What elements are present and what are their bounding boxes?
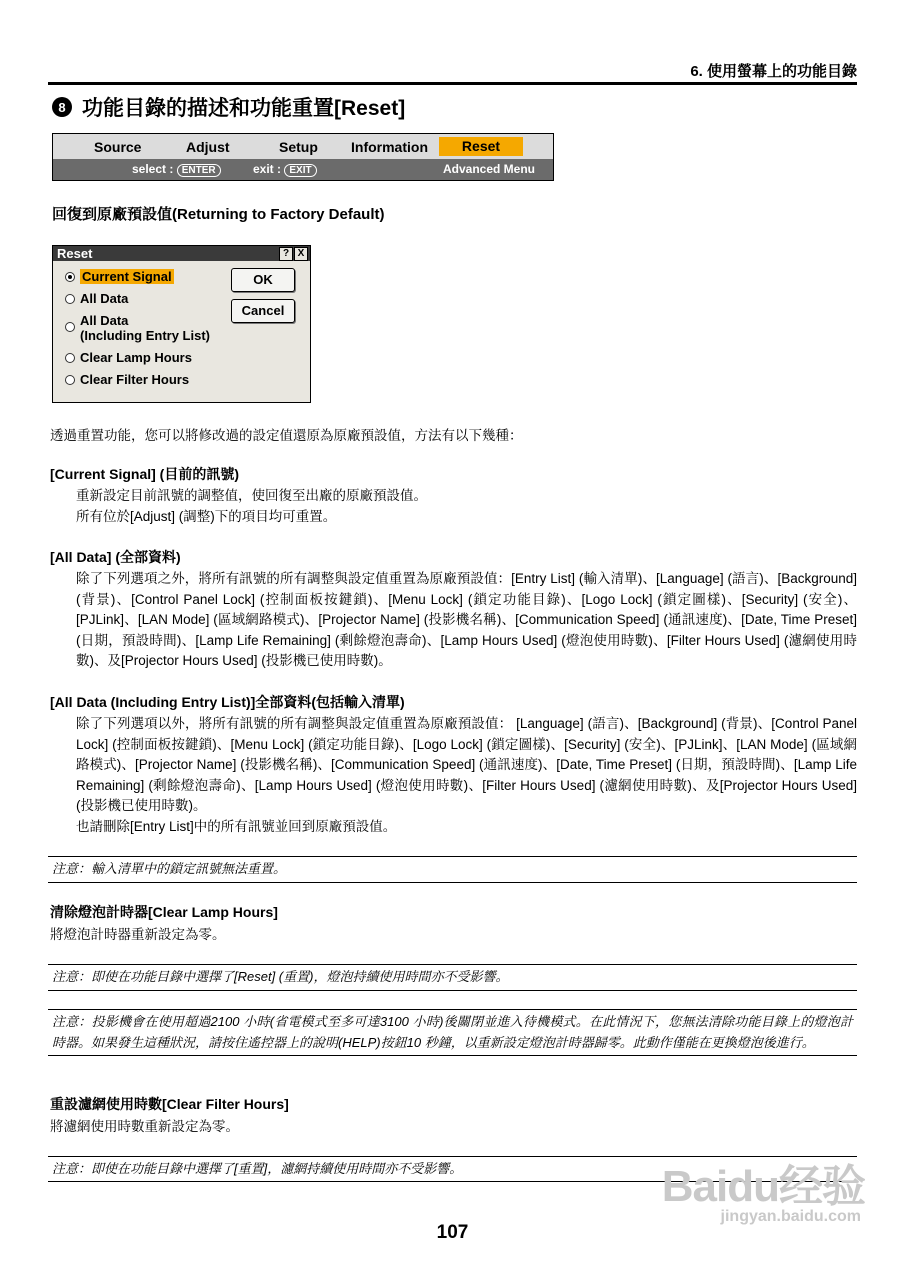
exit-hint xyxy=(253,162,317,176)
tab-setup[interactable]: Setup xyxy=(279,139,318,155)
note-filter-reset: 注意：即使在功能目錄中選擇了[重置]，濾網持續使用時間亦不受影響。 xyxy=(48,1156,857,1182)
all-data-entry-line2: 也請刪除[Entry List]中的所有訊號並回到原廠預設值。 xyxy=(76,819,397,834)
current-signal-heading: [Current Signal] (目前的訊號) xyxy=(50,466,239,482)
radio-icon[interactable] xyxy=(65,353,75,363)
enter-key-icon: ENTER xyxy=(177,164,221,177)
radio-selected-icon[interactable] xyxy=(65,272,75,282)
current-signal-line2: 所有位於[Adjust] (調整)下的項目均可重置。 xyxy=(76,509,337,524)
option-label: Clear Lamp Hours xyxy=(80,350,192,365)
option-clear-filter-hours[interactable] xyxy=(65,372,189,387)
subheading-factory-default: 回復到原廠預設值(Returning to Factory Default) xyxy=(52,206,385,223)
tab-reset[interactable]: Reset xyxy=(439,137,523,156)
option-label-line1: All Data xyxy=(80,313,129,328)
clear-filter-body: 將濾網使用時數重新設定為零。 xyxy=(50,1119,239,1134)
reset-dialog xyxy=(52,245,311,403)
tab-adjust[interactable]: Adjust xyxy=(186,139,230,155)
section-number-badge: 8 xyxy=(52,97,72,117)
menu-tabs xyxy=(53,134,553,159)
menu-bar xyxy=(52,133,554,181)
menu-hint-bar xyxy=(53,159,553,180)
option-all-data-entry-list[interactable] xyxy=(65,313,210,343)
tab-information[interactable]: Information xyxy=(351,139,428,155)
select-label: select : xyxy=(132,162,174,176)
option-current-signal[interactable] xyxy=(65,269,174,284)
all-data-entry-heading: [All Data (Including Entry List)]全部資料(包括輸入清單) xyxy=(50,694,405,710)
note-lamp-reset: 注意：即使在功能目錄中選擇了[Reset] (重置)，燈泡持續使用時間亦不受影響。 xyxy=(48,964,857,991)
clear-filter-heading: 重設濾網使用時數[Clear Filter Hours] xyxy=(50,1096,289,1112)
option-label xyxy=(80,313,210,343)
section-title xyxy=(52,92,405,122)
close-icon[interactable]: X xyxy=(294,247,308,261)
header-rule xyxy=(48,82,857,85)
dialog-title-bar xyxy=(53,246,310,261)
tab-source[interactable]: Source xyxy=(94,139,142,155)
exit-key-icon: EXIT xyxy=(284,164,316,177)
all-data-entry-body: 除了下列選項以外，將所有訊號的所有調整與設定值重置為原廠預設值： [Language] (語言)、[Background] (背景)、[Control Panel Lock] (控制面板按鍵鎖)、[Menu Lock] (鎖定功能目錄)、[Logo Lock] (鎖定圖樣)、[Security] (安全)、[PJLink]、[LAN Mode] (區域網路模式)、[Projector Name] (投影機名稱)、[Communication Speed] (通訊速度)、[Date, Time Preset] (日期，預設時間)、[Lamp Life Remaining] (剩餘燈泡壽命)、[Lamp Hours Used] (燈泡使用時數)、[Filter Hours Used] (濾網使用時數)、及[Projector Hours Used] (投影機已使用時數)。 xyxy=(76,716,857,813)
note-lamp-standby: 注意：投影機會在使用超過2100 小時(省電模式至多可達3100 小時)後關閉並進入待機模式。在此情況下，您無法清除功能目錄上的燈泡計時器。如果發生這種狀況，請按住遙控器上的說明(HELP)按鈕10 秒鐘，以重新設定燈泡計時器歸零。此動作僅能在更換燈泡後進行。 xyxy=(48,1009,857,1056)
note-entry-list-lock: 注意：輸入清單中的鎖定訊號無法重置。 xyxy=(48,856,857,883)
select-hint xyxy=(132,162,221,176)
clear-lamp-body: 將燈泡計時器重新設定為零。 xyxy=(50,927,226,942)
dialog-title: Reset xyxy=(57,246,93,261)
option-label: Clear Filter Hours xyxy=(80,372,190,387)
watermark-url: jingyan.baidu.com xyxy=(720,1208,861,1225)
cancel-button[interactable]: Cancel xyxy=(231,299,295,323)
chapter-title: 6. 使用螢幕上的功能目錄 xyxy=(690,63,857,80)
option-label: Current Signal xyxy=(82,269,172,284)
section-title-text: 功能目錄的描述和功能重置[Reset] xyxy=(82,97,406,120)
all-data-heading: [All Data] (全部資料) xyxy=(50,549,181,565)
option-clear-lamp-hours[interactable] xyxy=(65,350,192,365)
radio-icon[interactable] xyxy=(65,375,75,385)
exit-label: exit : xyxy=(253,162,282,176)
option-all-data[interactable] xyxy=(65,291,128,306)
current-signal-line1: 重新設定目前訊號的調整值，使回復至出廠的原廠預設值。 xyxy=(76,488,427,503)
option-label-line2: (Including Entry List) xyxy=(80,328,210,343)
page-number: 107 xyxy=(436,1222,469,1243)
help-icon[interactable]: ? xyxy=(279,247,293,261)
all-data-body: 除了下列選項之外，將所有訊號的所有調整與設定值重置為原廠預設值：[Entry List] (輸入清單)、[Language] (語言)、[Background] (背景)、[Control Panel Lock] (控制面板按鍵鎖)、[Menu Lock] (鎖定功能目錄)、[Logo Lock] (鎖定圖樣)、[Security] (安全)、[PJLink]、[LAN Mode] (區域網路模式)、[Projector Name] (投影機名稱)、[Communication Speed] (通訊速度)、[Date, Time Preset] (日期，預設時間)、[Lamp Life Remaining] (剩餘燈泡壽命)、[Lamp Hours Used] (燈泡使用時數)、[Filter Hours Used] (濾網使用時數)、及[Projector Hours Used] (投影機已使用時數)。 xyxy=(76,571,857,668)
clear-lamp-heading: 清除燈泡計時器[Clear Lamp Hours] xyxy=(50,904,278,920)
watermark-logo: Baidu经验 xyxy=(661,1162,865,1211)
option-label: All Data xyxy=(80,291,129,306)
radio-icon[interactable] xyxy=(65,294,75,304)
advanced-menu-label[interactable]: Advanced Menu xyxy=(443,162,536,176)
intro-text: 透過重置功能，您可以將修改過的設定值還原為原廠預設值，方法有以下幾種： xyxy=(50,428,523,443)
ok-button[interactable]: OK xyxy=(231,268,295,292)
radio-icon[interactable] xyxy=(65,322,75,332)
